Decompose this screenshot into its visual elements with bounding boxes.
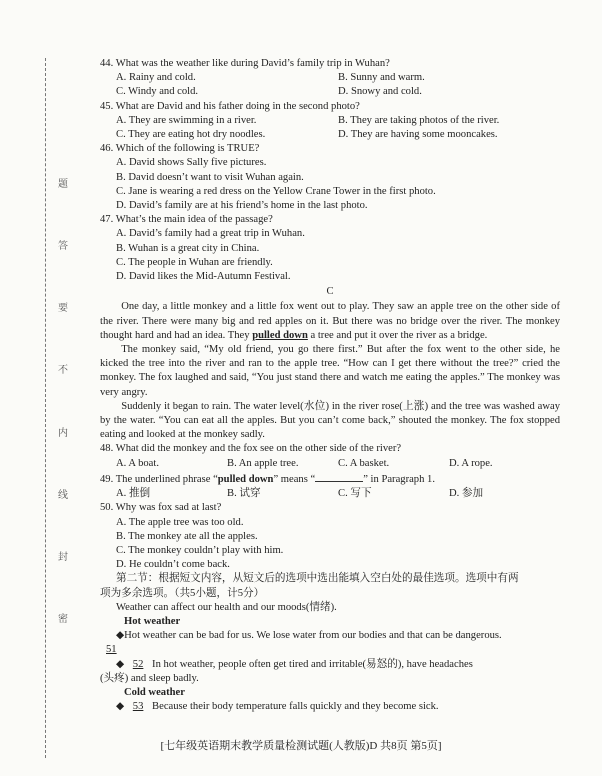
option: D. David likes the Mid-Autumn Festival. [116,271,291,283]
seal-char: 内 [58,427,68,439]
answer-blank [315,471,363,482]
blank-53: 53 [132,701,144,713]
question-stem [100,471,560,487]
seal-char: 要 [58,303,68,315]
question-stem: 45. What are David and his father doing in the second photo? [100,100,360,112]
reading-passage [100,300,560,442]
page-footer: [七年级英语期末教学质量检测试题(人教版)D 共8页 第5页] [160,740,442,752]
option: A. The apple tree was too old. [116,516,244,528]
option: A. A boat. [116,457,159,469]
option: C. They are eating hot dry noodles. [116,129,266,141]
passage-text: In hot weather, people often get tired and irritable(易怒的), have headaches [152,658,473,670]
option: C. 写下 [338,488,372,500]
passage-paragraph: The monkey said, “My old friend, you go there first.” But after the fox went to the other side, he kicked the tree into the river and ran to the apple tree. “How can I get there without the tree?” cried the monkey. The fox laughed and said, “You just stand there and watch me eating the apples.” The monkey was very angry. [100,344,560,398]
blank-53-line: ◆ 53 Because their body temperature falls quickly and they become sick. [116,701,439,713]
passage-text: a tree and put it over the river as a bridge. [307,329,488,341]
seal-char: 题 [58,179,68,190]
option-row [100,487,560,501]
section-heading: C [326,286,334,298]
question-stem: 50. Why was fox sad at last? [100,502,222,514]
option-row [100,457,560,471]
option: B. The monkey ate all the apples. [116,530,258,542]
binding-dashed-line [45,58,46,758]
blank-52: 52 [132,658,144,670]
option: B. An apple tree. [227,457,299,469]
option: B. Sunny and warm. [338,72,425,84]
blank-52-line: ◆ 52 In hot weather, people often get tired and irritable(易怒的), have headaches [116,658,473,670]
option: D. He couldn’t come back. [116,559,230,571]
blank-51: 51 [106,644,117,656]
stem-text: ” means “ [273,473,316,485]
option: D. David’s family are at his friend’s home in the last photo. [116,200,368,212]
question-stem: 44. What was the weather like during David’s family trip in Wuhan? [100,58,390,69]
stem-text: ” in Paragraph 1. [363,473,435,485]
option: C. Jane is wearing a red dress on the Yellow Crane Tower in the first photo. [116,185,436,197]
option: A. David’s family had a great trip in Wuhan. [116,228,305,240]
option: D. A rope. [449,457,493,469]
seal-char: 密 [58,613,68,625]
seal-char: 线 [58,489,68,501]
passage-paragraph [100,300,560,343]
option: D. 参加 [449,488,484,500]
passage-line: (头疼) and sleep badly. [100,672,199,684]
passage-paragraph: Suddenly it began to rain. The water level(水位) in the river rose(上涨) and the tree was washed away by the water. “You can eat all the apples. But you can’t come back,” shouted the monkey. The fox stopped eating and looked at the monkey sadly. [100,400,560,441]
option: C. The people in Wuhan are friendly. [116,256,273,268]
subheading-cold-weather: Cold weather [124,686,185,698]
passage-line: ◆Hot weather can be bad for us. We lose water from our bodies and that can be dangerous. [116,630,502,642]
option-row [100,85,560,99]
question-stem: 46. Which of the following is TRUE? [100,143,260,155]
option: A. Rainy and cold. [116,72,196,84]
stem-text: 49. The underlined phrase “ [100,473,218,485]
option: C. Windy and cold. [116,86,199,98]
section-instructions: 第二节：根据短文内容，从短文后的选项中选出能填入空白处的最佳选项。选项中有两 [116,573,519,585]
section-instructions: 项为多余选项。（共5小题，计5分） [100,587,265,599]
underlined-phrase: pulled down [252,329,308,341]
passage-text: Because their body temperature falls quickly and they become sick. [152,701,439,713]
option: B. David doesn’t want to visit Wuhan again. [116,171,304,183]
seal-line-text [56,175,70,625]
exam-content [100,57,560,714]
passage-intro: Weather can affect our health and our moods(情绪). [116,601,337,613]
option: B. 试穿 [227,488,261,500]
option: D. They are having some mooncakes. [338,129,498,141]
option: A. 推倒 [116,488,151,500]
question-stem: 48. What did the monkey and the fox see on the other side of the river? [100,443,402,455]
option: A. They are swimming in a river. [116,114,257,126]
option: B. Wuhan is a great city in China. [116,242,260,254]
blank-51-line [100,643,560,657]
option: B. They are taking photos of the river. [338,114,500,126]
subheading-hot-weather: Hot weather [124,615,181,627]
seal-char: 答 [58,241,68,253]
option: C. The monkey couldn’t play with him. [116,544,284,556]
option: D. Snowy and cold. [338,86,422,98]
option-row [100,114,560,128]
option-row [100,128,560,142]
stem-phrase: pulled down [217,473,274,485]
passage-text: One day, a little monkey and a little fox went out to play. They saw an apple tree on the other side of the river. There were many big and red apples on it. But there was no bridge over the river. The monkey thought hard and had an idea. They [100,301,560,341]
seal-char: 不 [58,365,68,377]
question-stem: 47. What’s the main idea of the passage? [100,214,273,226]
seal-char: 封 [58,551,68,563]
option: C. A basket. [338,457,390,469]
option-row [100,71,560,85]
option: A. David shows Sally five pictures. [116,157,267,169]
